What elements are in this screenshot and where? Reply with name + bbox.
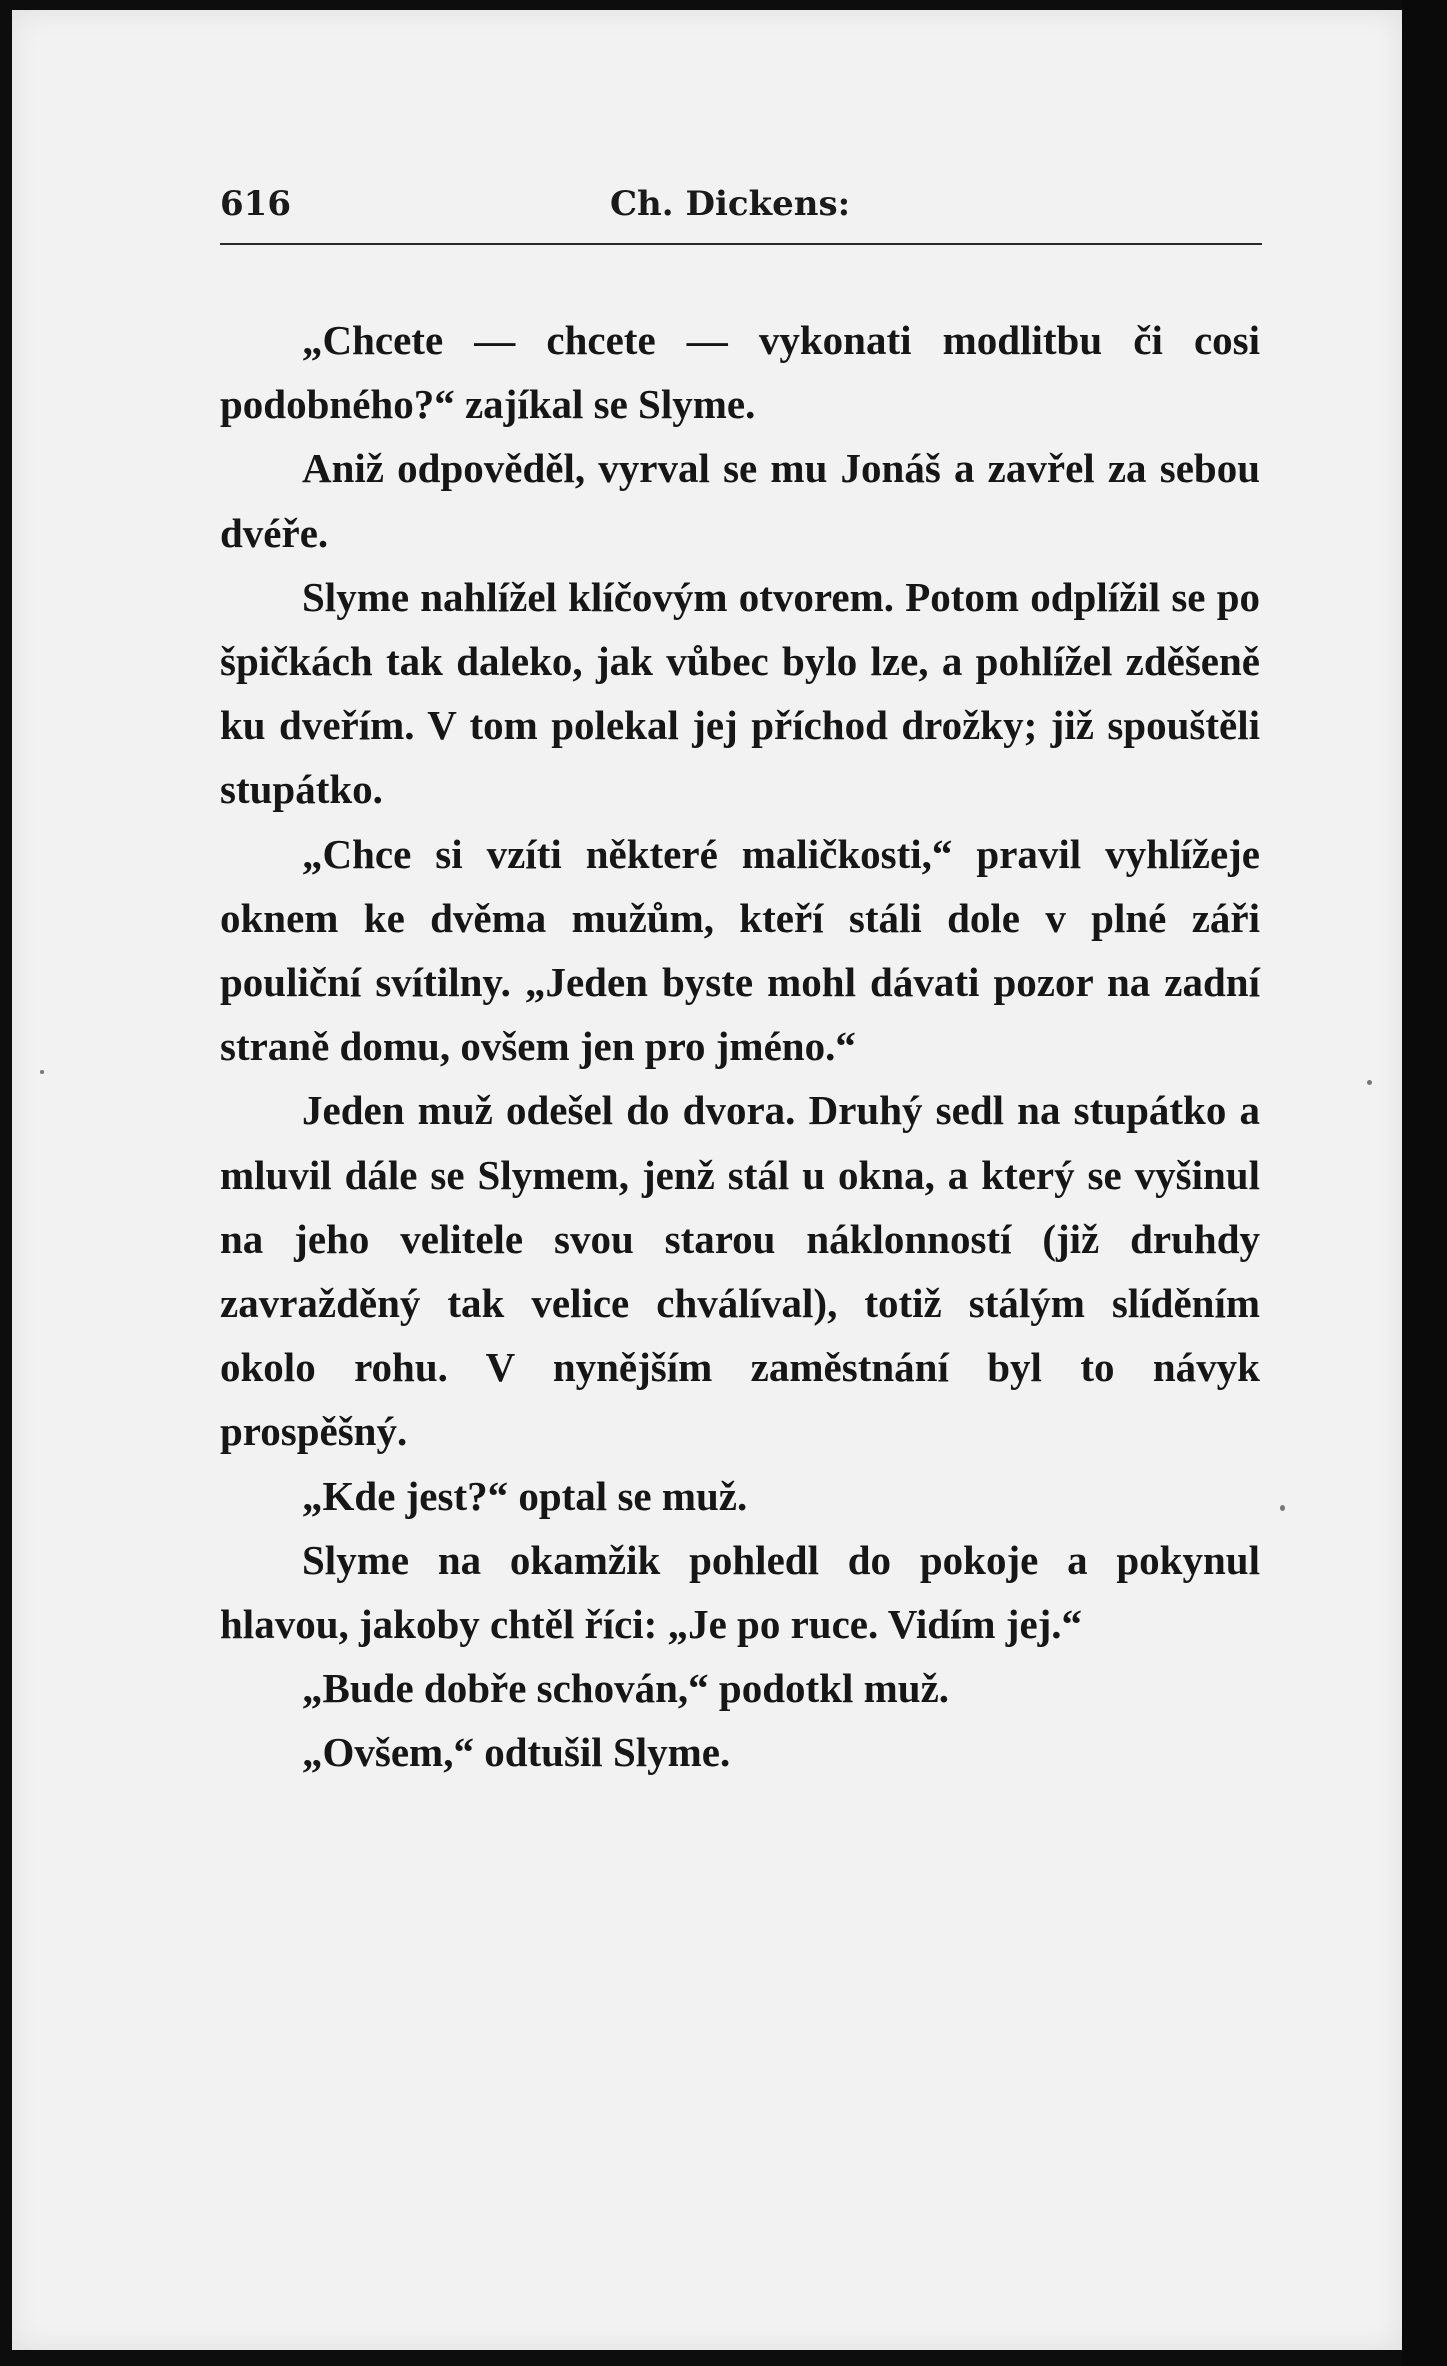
running-head: Ch. Dickens:: [610, 184, 851, 224]
paragraph: „Chcete — chcete — vykonati modlitbu či cosi podobného?“ zajíkal se Slyme.: [220, 317, 1260, 428]
paragraph: Slyme na okamžik pohledl do pokoje a pokynul hlavou, jakoby chtěl říci: „Je po ruce. Vidím jej.“: [220, 1536, 1260, 1648]
paragraph: „Chce si vzíti některé maličkosti,“ pravil vyhlížeje oknem ke dvěma mužům, kteří stáli dole v plné záři pouliční svítilny. „Jeden byste mohl dávati pozor na zadní straně domu, ovšem jen pro jméno.“: [220, 830, 1260, 1070]
body-text: [220, 308, 1260, 1785]
dust-speck: [1280, 1505, 1285, 1511]
header-rule: [220, 243, 1262, 245]
paragraph: „Kde jest?“ optal se muž.: [302, 1472, 748, 1519]
scan-border: [1402, 0, 1447, 2366]
paragraph: Slyme nahlížel klíčovým otvorem. Potom odplížil se po špičkách tak daleko, jak vůbec bylo lze, a pohlížel zděšeně ku dveřím. V tom polekal jej příchod drožky; již spouštěli stupátko.: [220, 573, 1260, 813]
paragraph: Jeden muž odešel do dvora. Druhý sedl na stupátko a mluvil dále se Slymem, jenž stál u okna, a který se vyšinul na jeho velitele svou starou náklonností (již druhdy zavražděný tak velice chválíval), totiž stálým slíděním okolo rohu. V nynějším zaměstnání byl to návyk prospěšný.: [220, 1087, 1260, 1455]
page-header: [220, 178, 1262, 234]
dust-speck: [1367, 1080, 1372, 1085]
paragraph: „Bude dobře schován,“ podotkl muž.: [302, 1665, 950, 1712]
dust-speck: [40, 1070, 44, 1074]
paragraph: „Ovšem,“ odtušil Slyme.: [302, 1729, 731, 1776]
page-number: 616: [220, 184, 291, 224]
paragraph: Aniž odpověděl, vyrval se mu Jonáš a zavřel za sebou dvéře.: [220, 445, 1260, 556]
